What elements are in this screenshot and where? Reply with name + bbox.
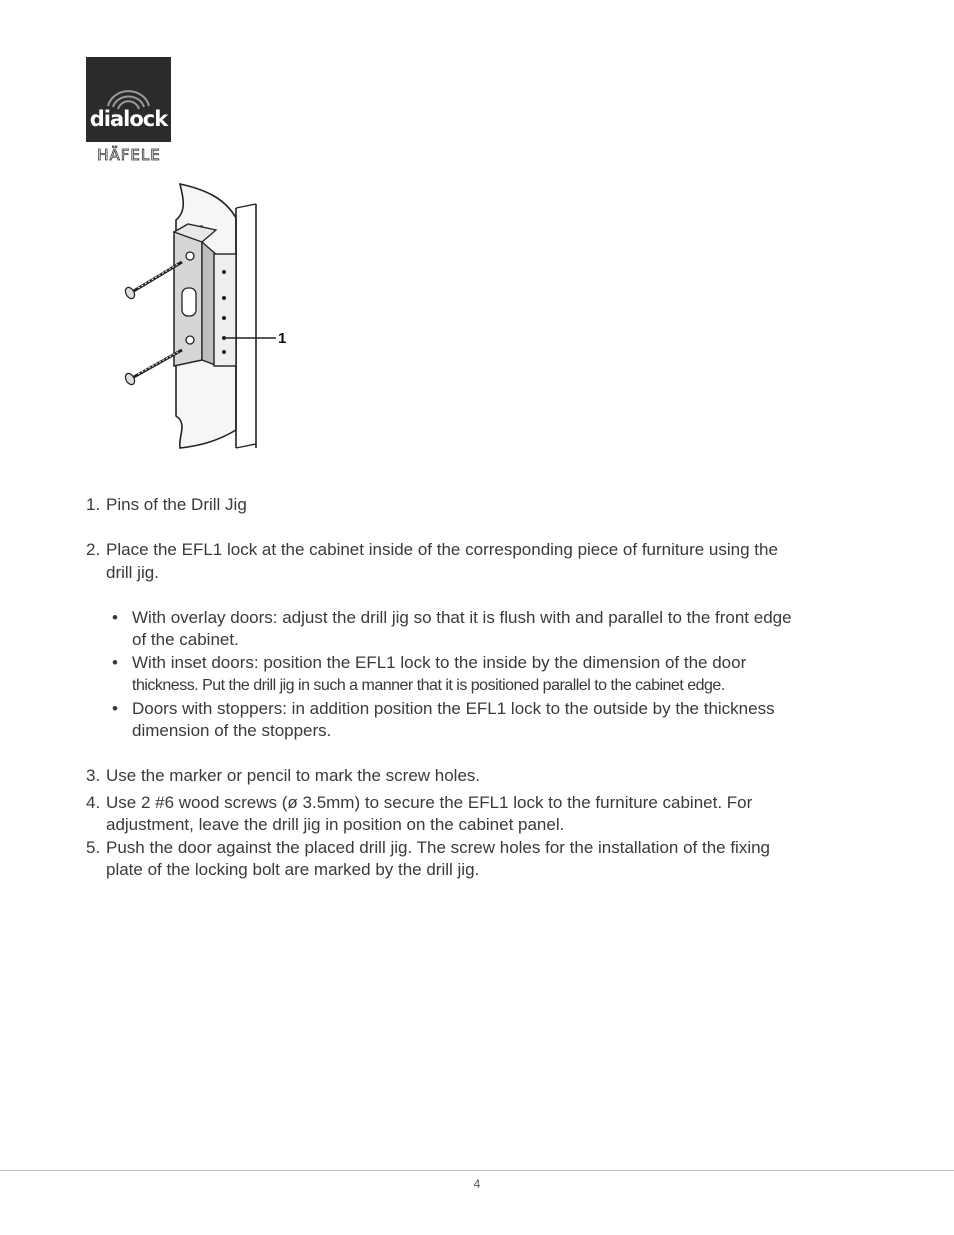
list-item: 5. Push the door against the placed drill jig. The screw holes for the installation of the fixing plate of the locking bolt are marked by the drill jig. <box>86 837 771 879</box>
pin-hole <box>222 350 226 354</box>
drill-jig-illustration <box>118 180 298 452</box>
list-item: 2. Place the EFL1 lock at the cabinet inside of the corresponding piece of furniture using the drill jig. <box>86 540 778 582</box>
pin-hole <box>222 270 226 274</box>
bullet-item: • With inset doors: position the EFL1 lock to the inside by the dimension of the door thickness. Put the drill jig in such a manner that it is positioned parallel to the cabinet edge. <box>112 652 747 694</box>
pin-hole <box>222 296 226 300</box>
footer-divider <box>0 1170 954 1171</box>
pin-hole <box>222 336 226 340</box>
screw-icon <box>124 262 182 300</box>
instructions <box>86 494 806 882</box>
list-item: 1. Pins of the Drill Jig <box>86 495 247 514</box>
bullet-item: • Doors with stoppers: in addition position the EFL1 lock to the outside by the thickness dimension of the stoppers. <box>112 698 775 740</box>
dialock-wordmark: dialock <box>89 107 168 131</box>
pin-hole <box>222 316 226 320</box>
callout-label: 1 <box>278 330 287 347</box>
bullet-list <box>86 607 806 743</box>
page-number: 4 <box>473 1177 481 1191</box>
screw-icon <box>124 350 182 386</box>
bullet-item: • With overlay doors: adjust the drill jig so that it is flush with and parallel to the front edge of the cabinet. <box>112 607 792 649</box>
list-item: 3. Use the marker or pencil to mark the screw holes. <box>86 766 481 785</box>
dialock-logo <box>86 57 171 142</box>
list-item: 4. Use 2 #6 wood screws (ø 3.5mm) to secure the EFL1 lock to the furniture cabinet. For adjustment, leave the drill jig in position on the cabinet panel. <box>86 792 753 834</box>
hafele-logo: HÄFELE <box>97 146 161 164</box>
